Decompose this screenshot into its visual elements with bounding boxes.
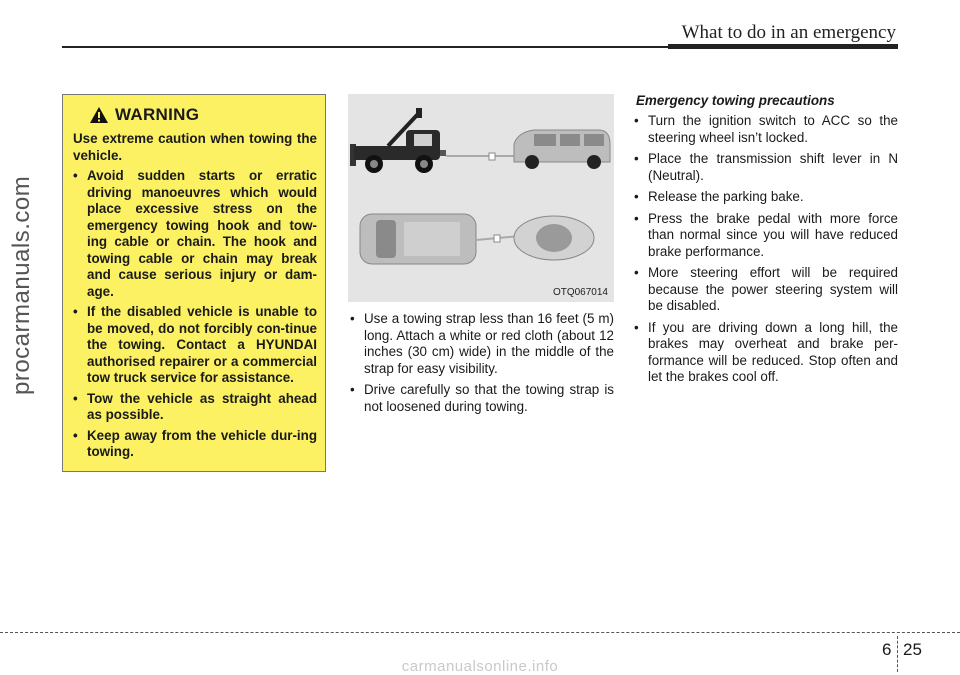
section-title: What to do in an emergency (681, 22, 896, 43)
warning-box (62, 94, 326, 472)
towing-illustration (348, 94, 614, 302)
van-top-image (360, 214, 476, 264)
warning-title: WARNING (115, 105, 200, 124)
tow-truck-image (350, 108, 446, 173)
chapter-number: 6 (882, 640, 892, 659)
list-item: • Tow the vehicle as straight ahead as possible. (73, 390, 317, 422)
warning-triangle-icon (89, 106, 109, 124)
footer-rule (0, 632, 960, 633)
page-number: 25 (903, 640, 922, 659)
warning-list (73, 168, 317, 461)
figure-code: OTQ067014 (552, 287, 608, 298)
list-item: • Keep away from the vehicle dur-ing towing. (73, 427, 317, 459)
list-item: • Press the brake pedal with more force than normal since you will have reduced brake performance. (634, 210, 898, 259)
middle-column (350, 311, 614, 420)
list-item: • Use a towing strap less than 16 feet (5 m) long. Attach a white or red cloth (about 12 inches (30 cm) wide) in the middle of the strap for easy visibility. (350, 311, 614, 376)
list-item: • Release the parking bake. (634, 189, 804, 204)
list-item: • Place the transmission shift lever in N (Neutral). (634, 151, 898, 183)
warning-header (89, 105, 317, 125)
strap-flag-top (494, 235, 500, 242)
van-side-image (514, 130, 610, 169)
precautions-heading: Emergency towing precautions (636, 93, 835, 108)
right-column (634, 93, 898, 391)
list-item: • Drive carefully so that the towing strap is not loosened during towing. (350, 382, 614, 414)
towing-diagram (348, 94, 614, 302)
list-item: • If the disabled vehicle is unable to be moved, do not forcibly con-tinue the towing. Contact a HYUNDAI authorised repairer or a commercial tow truck service for assistance. (73, 304, 317, 385)
precautions-list (634, 113, 898, 386)
list-item: • More steering effort will be required because the power steering system will be disabled. (634, 265, 898, 313)
warning-intro: Use extreme caution when towing the vehicle. (73, 131, 317, 163)
strap-flag (489, 153, 495, 160)
list-item: • If you are driving down a long hill, the brakes may overheat and brake per-formance will be reduced. Stop often and let the brakes cool off. (634, 319, 898, 384)
bottom-watermark: carmanualsonline.info (401, 658, 559, 675)
header-rule-accent (668, 44, 898, 49)
towing-strap-list (350, 311, 614, 415)
list-item: • Turn the ignition switch to ACC so the steering wheel isn’t locked. (634, 113, 898, 145)
list-item: • Avoid sudden starts or erratic driving manoeuvres which would place excessive stress on the emergency towing hook and tow-ing cable or chain. The hook and towing cable or chain may break and cause serious injury or dam-age. (73, 168, 317, 299)
car-top-image (514, 216, 594, 260)
side-watermark: procarmanuals.com (8, 175, 35, 395)
